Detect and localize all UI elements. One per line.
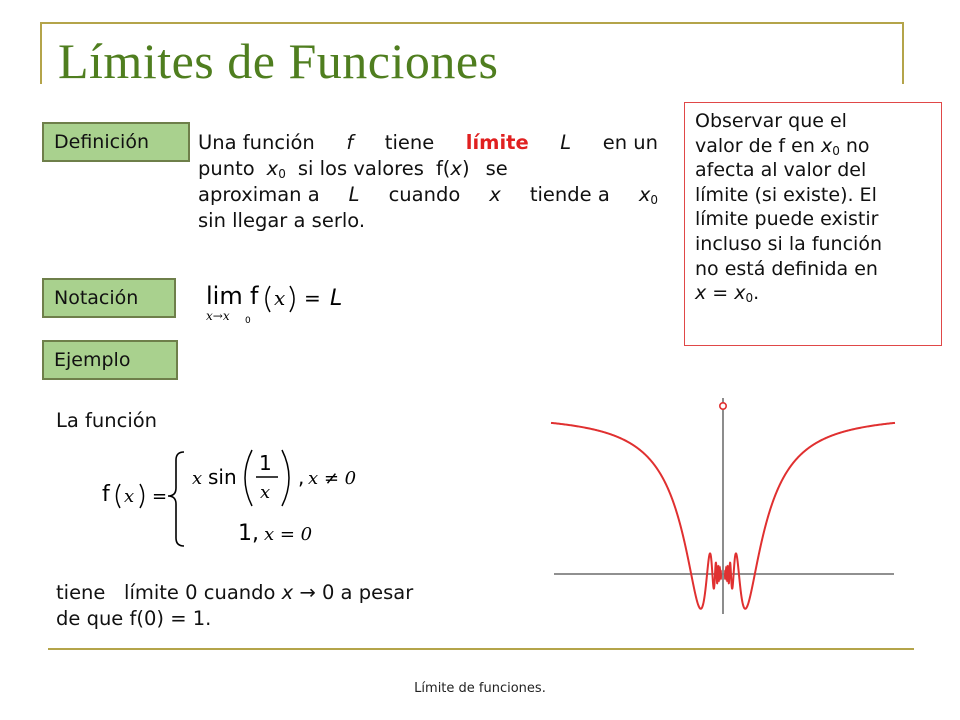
note-text: no (845, 134, 870, 157)
example-intro: La función (56, 409, 158, 432)
pw-paren-right (140, 484, 144, 508)
note-line (695, 281, 931, 306)
pw-case2: 1, (238, 521, 259, 546)
note-line: límite (si existe). El (695, 183, 877, 206)
note-sub: 0 (745, 291, 754, 306)
lim-text: lim (206, 282, 243, 310)
def-x: x (450, 157, 462, 180)
note-box (684, 102, 942, 346)
definition-line-4: sin llegar a serlo. (198, 209, 366, 232)
note-dot: . (753, 282, 760, 305)
conclusion-line-1 (56, 580, 516, 606)
concl-text: 0 a pesar (321, 581, 414, 604)
pw-brace (168, 452, 184, 546)
concl-text: límite (124, 581, 179, 604)
pw-case1-x: x (192, 468, 203, 489)
note-x: x (734, 282, 746, 305)
pw-x: x (124, 486, 135, 507)
note-x: x (820, 134, 833, 157)
def-x: x (266, 157, 279, 180)
note-line: límite puede existir (695, 208, 879, 231)
note-line: incluso si la función (695, 232, 882, 255)
notation-eq: = (304, 286, 321, 310)
pw-case1-sin: sin (208, 465, 237, 489)
notation-L: L (330, 286, 343, 311)
def-f: f (346, 131, 354, 154)
def-sub: 0 (278, 167, 286, 181)
concl-x: x (281, 581, 294, 604)
def-text: se (485, 157, 508, 180)
example-conclusion (56, 580, 516, 632)
concl-text: tiene (56, 581, 106, 604)
def-text: ) (461, 157, 470, 180)
footer-text: Límite de funciones. (414, 681, 546, 696)
note-line: afecta al valor del (695, 159, 867, 182)
def-text: punto (198, 157, 255, 180)
pw-comma: , (298, 465, 305, 489)
pw-big-paren-right (282, 450, 289, 506)
top-rule (40, 22, 904, 24)
conclusion-line-2: de que f(0) = 1. (56, 607, 212, 630)
def-sub: 0 (650, 193, 658, 207)
definition-text (198, 130, 658, 234)
pw-den: x (260, 482, 271, 503)
pw-paren-left (117, 484, 121, 508)
definition-line-3 (198, 182, 658, 208)
def-text: Una función (198, 131, 315, 154)
def-limite-highlight: límite (465, 131, 529, 154)
def-text: aproximan a (198, 183, 320, 206)
def-x: x (638, 183, 651, 206)
note-text: valor de f en (695, 134, 815, 157)
curve-left-branch (551, 423, 721, 609)
notation-paren-right (290, 286, 294, 312)
notation-formula (198, 276, 358, 326)
def-x: x (489, 183, 501, 206)
label-notacion: Notación (42, 278, 176, 318)
function-graph (540, 390, 910, 620)
left-rule (40, 22, 42, 84)
note-line: no está definida en (695, 257, 878, 280)
point-f0 (720, 403, 726, 409)
right-rule (902, 22, 904, 84)
label-definicion: Definición (42, 122, 190, 162)
label-ejemplo: Ejemplo (42, 340, 178, 380)
notation-f: f (250, 282, 259, 310)
def-text: si los valores (297, 157, 424, 180)
definition-line-1 (198, 130, 658, 156)
piecewise-formula (96, 446, 386, 550)
page-title: Límites de Funciones (58, 33, 499, 89)
note-line: Observar que el (695, 110, 847, 132)
def-text: cuando (388, 183, 461, 206)
def-L: L (560, 131, 572, 154)
lim-under-sub: 0 (245, 316, 251, 326)
note-line (695, 134, 931, 159)
def-L: L (348, 183, 360, 206)
note-sub: 0 (832, 143, 840, 158)
pw-eq: = (152, 486, 168, 507)
notation-paren-left (266, 286, 270, 312)
def-text: tiene (384, 131, 435, 154)
pw-cond1: x ≠ 0 (308, 468, 357, 489)
concl-arrow: → (299, 581, 316, 604)
lim-under: x→x (206, 309, 230, 323)
def-text: f( (435, 157, 451, 180)
note-x: x (695, 282, 707, 305)
definition-line-2 (198, 156, 658, 182)
notation-x: x (274, 286, 286, 310)
pw-f: f (102, 482, 110, 507)
concl-text: 0 cuando (185, 581, 276, 604)
def-text: en un (602, 131, 658, 154)
def-text: tiende a (529, 183, 610, 206)
note-eq: = (712, 282, 729, 305)
pw-one: 1 (259, 451, 272, 475)
curve-right-branch (725, 423, 895, 609)
pw-cond2: x = 0 (264, 524, 313, 545)
pw-big-paren-left (245, 450, 252, 506)
bottom-rule (48, 648, 914, 650)
